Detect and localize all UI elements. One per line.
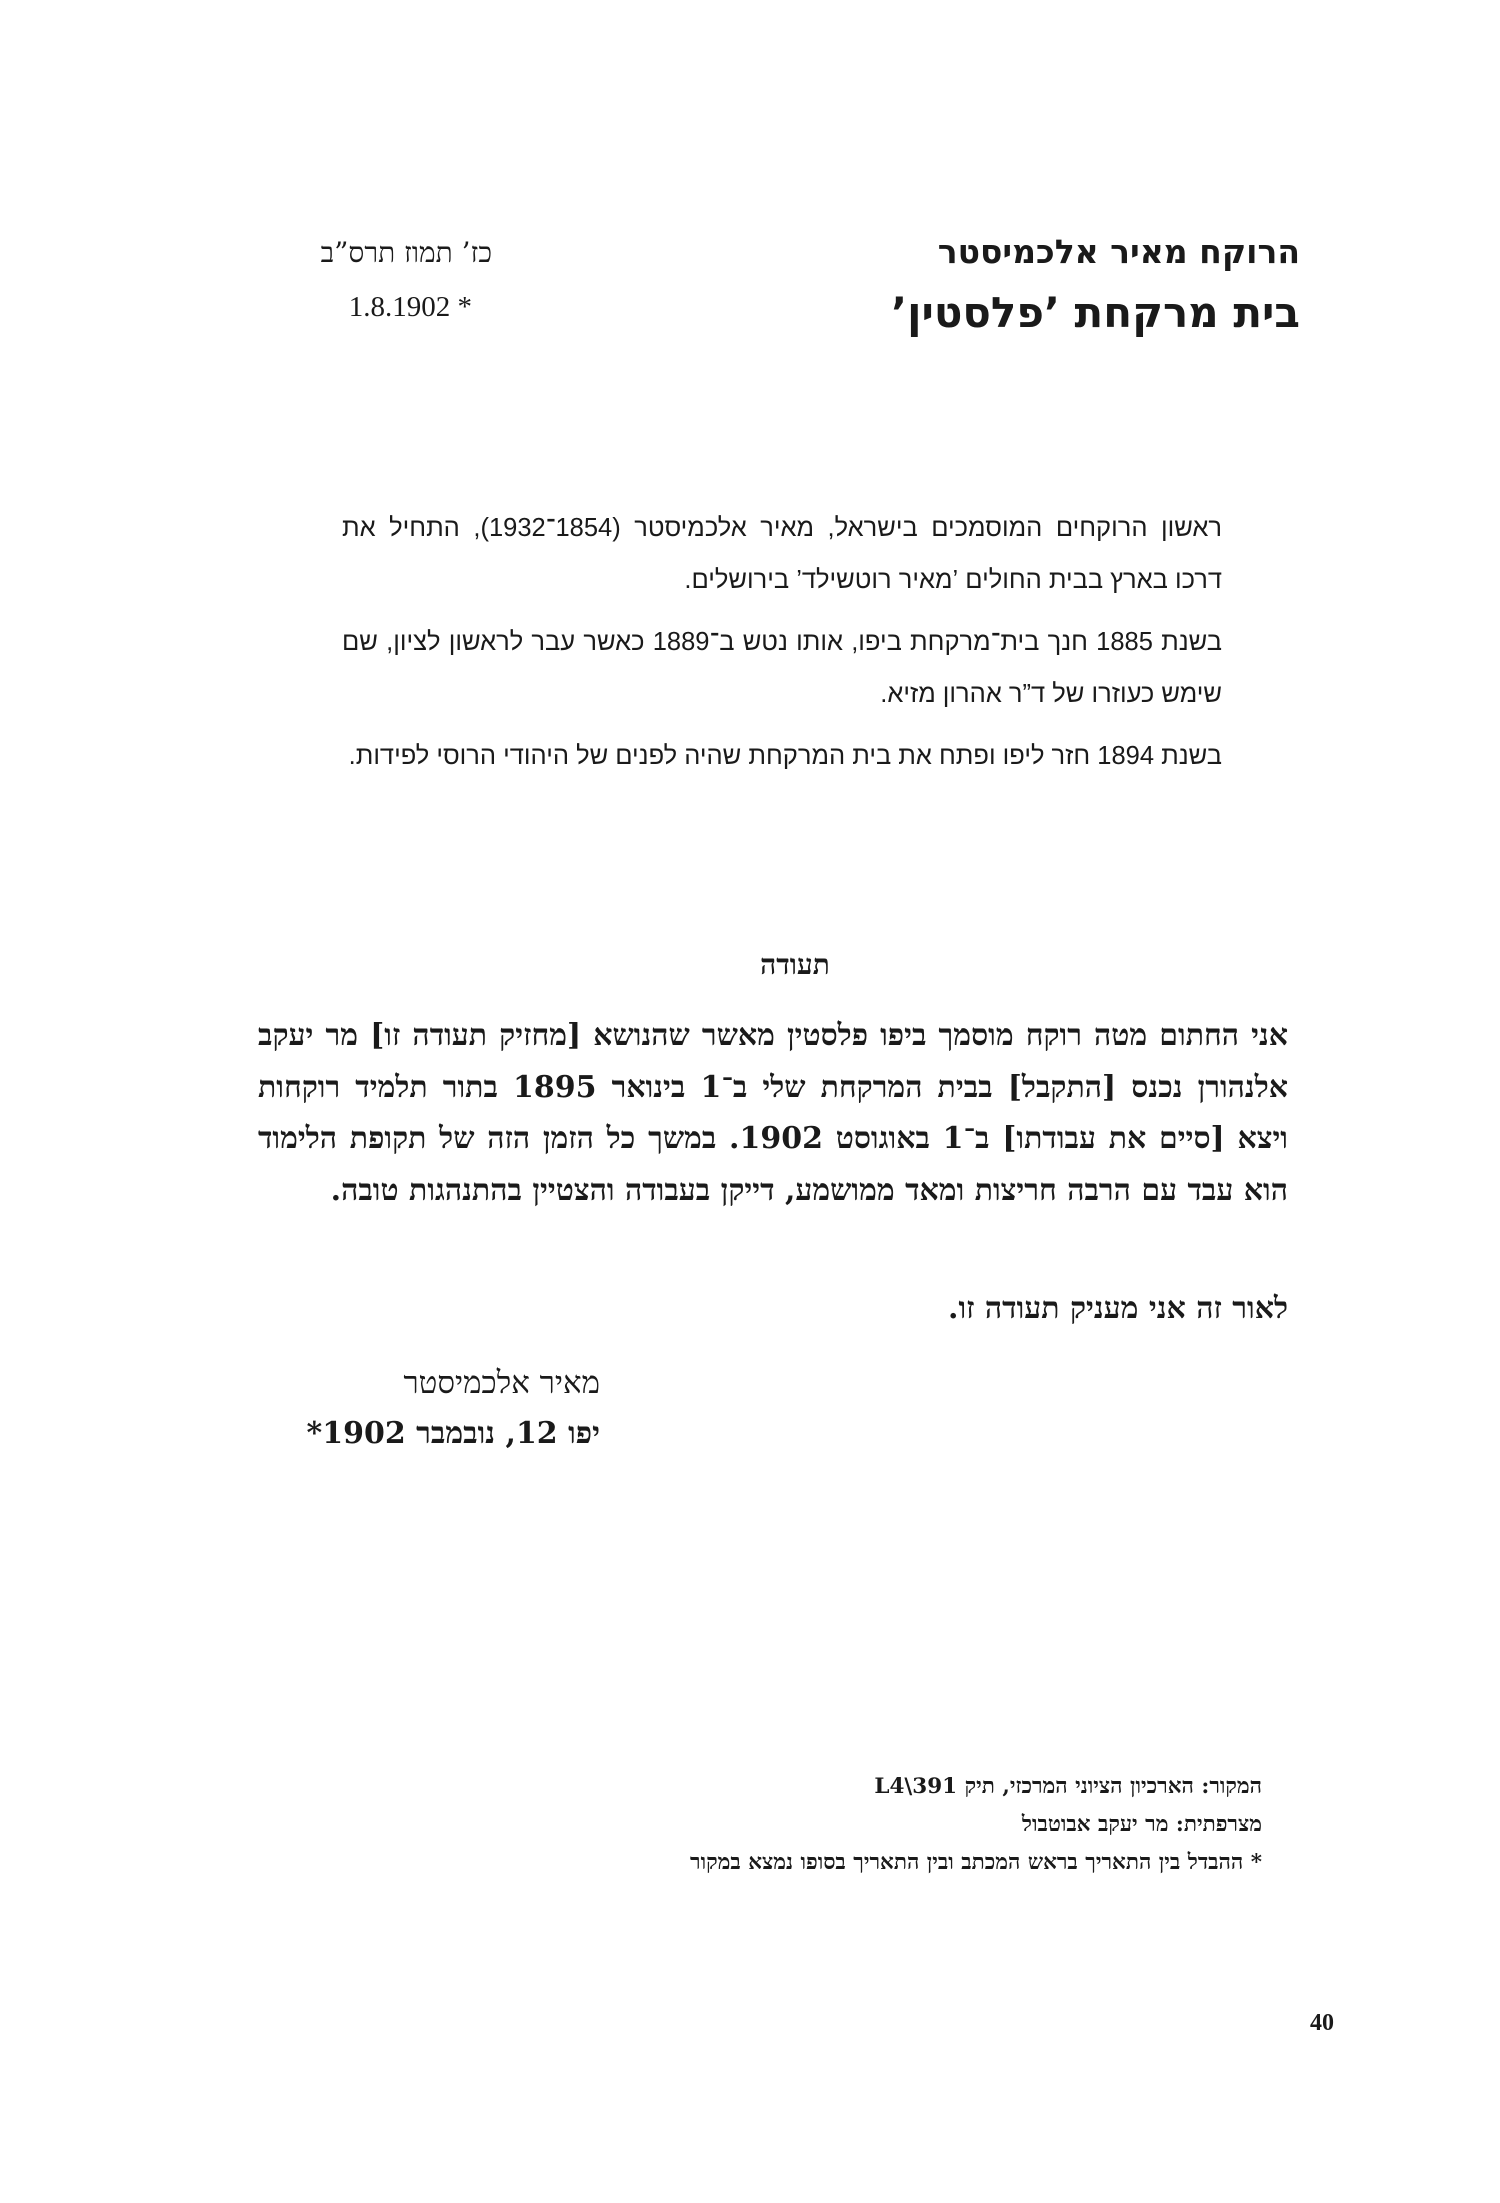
intro-paragraph: בשנת 1894 חזר ליפו ופתח את בית המרקחת שהיה לפנים של היהודי הרוסי לפידות.	[348, 742, 1222, 770]
certificate-body: אני החתום מטה רוקח מוסמך ביפו פלסטין מאשר שהנושא [מחזיק תעודה זו] מר יעקב אלנהורן נכנס [התקבל] בבית המרקחת שלי ב־1 בינואר 1895 בתור תלמיד רוקחות ויצא [סיים את עבודתו] ב־1 באוגוסט 1902. במשך כל הזמן הזה של תקופת הלימוד הוא עבד עם הרבה חריצות ומאד ממושמע, דייקן בעבודה והצטיין בהתנהגות טובה.	[258, 1018, 1288, 1208]
intro-section	[342, 502, 1222, 792]
hebrew-date: כז’ תמוז תרס”ב	[320, 236, 492, 269]
page-subtitle: בית מרקחת ’פלסטין’	[891, 288, 1300, 337]
signature-name: מאיר אלכמיסטר	[403, 1365, 600, 1401]
page-number: 40	[1310, 2010, 1334, 2036]
footnote-translation: מצרפתית: מר יעקב אבוטבול	[1021, 1812, 1262, 1837]
gregorian-date: * 1.8.1902	[348, 291, 472, 323]
signature-place-date: יפו 12, נובמבר 1902*	[306, 1416, 600, 1451]
footnote-source: המקור: הארכיון הציוני המרכזי, תיק L4\391	[874, 1774, 1262, 1799]
footnote-note: * ההבדל בין התאריך בראש המכתב ובין התאריך בסופו נמצא במקור	[690, 1850, 1262, 1875]
intro-paragraph: ראשון הרוקחים המוסמכים בישראל, מאיר אלכמיסטר (1854־1932), התחיל את דרכו בארץ בבית החולים ’מאיר רוטשילד’ בירושלים.	[342, 514, 1222, 594]
page-title: הרוקח מאיר אלכמיסטר	[937, 232, 1300, 271]
certificate-closing: לאור זה אני מעניק תעודה זו.	[948, 1291, 1288, 1326]
intro-paragraph: בשנת 1885 חנך בית־מרקחת ביפו, אותו נטש ב־1889 כאשר עבר לראשון לציון, שם שימש כעוזרו של ד”ר אהרון מזיא.	[342, 628, 1223, 708]
certificate-heading: תעודה	[760, 948, 830, 981]
footnotes	[362, 1768, 1262, 1882]
